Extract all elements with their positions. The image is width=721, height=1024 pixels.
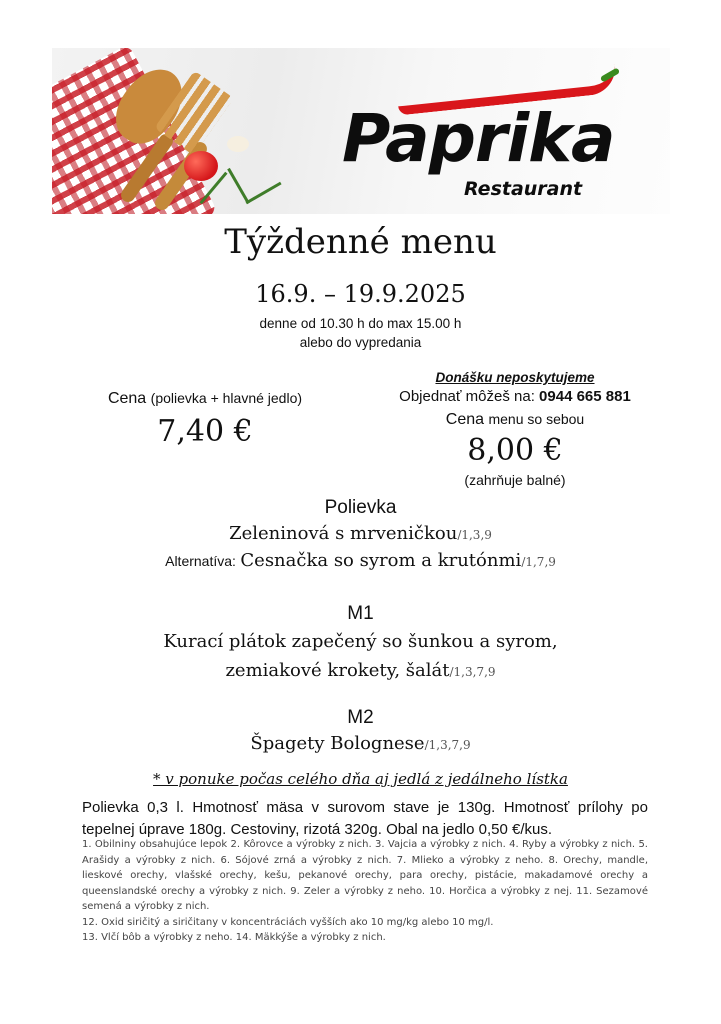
- allergen-text: 13. Vlčí bôb a výrobky z neho. 14. Mäkkýše a výrobky z nich.: [82, 932, 386, 943]
- brand-logo: Paprika: [342, 100, 615, 177]
- m1-line1: Kurací plátok zapečený so šunkou a syrom,: [163, 631, 558, 652]
- soup-name: Zeleninová s mrveničkou: [229, 523, 458, 544]
- allergen-text: 12. Oxid siričitý a siričitany v koncentráciách vyšších ako 10 mg/kg alebo 10 mg/l.: [82, 916, 494, 928]
- price-label-text: Cena: [107, 390, 147, 407]
- herb-image: [227, 168, 250, 204]
- soup-allergens: /1,3,9: [457, 528, 492, 542]
- allergen-list: [82, 837, 648, 946]
- all-day-note: * v ponuke počas celého dňa aj jedlá z jedálneho lístka: [153, 770, 568, 788]
- soup-main: [0, 523, 721, 544]
- phone-number: 0944 665 881: [539, 388, 631, 405]
- order-line: [360, 388, 670, 405]
- garlic-image: [227, 136, 249, 152]
- price-takeaway: [360, 370, 670, 488]
- soup-heading: Polievka: [324, 497, 397, 518]
- m2-heading: M2: [347, 707, 374, 728]
- m1-line2: zemiakové krokety, šalát: [225, 660, 450, 681]
- soup-alternative: [0, 550, 721, 571]
- brand-subtitle: Restaurant: [464, 178, 583, 200]
- m1-section: [0, 603, 721, 681]
- alternative-label: Alternatíva:: [165, 553, 236, 569]
- opening-hours: [0, 314, 721, 352]
- herb-image: [245, 182, 281, 205]
- alternative-soup-name: Cesnačka so syrom a krutónmi: [240, 550, 522, 571]
- takeaway-price-value: 8,00 €: [467, 433, 563, 468]
- allergen-text: 1. Obilniny obsahujúce lepok 2. Kôrovce a výrobky z nich. 3. Vajcia a výrobky z nich. 4. Ryby a výrobky z nich. 5. Arašidy a výrobky z nich. 6. Sójové zrná a výrobky z nich. 7. Mlieko a výrobky z neho. 8. Orechy, mandle, lieskové orechy, vlašské orechy, kešu, pekanové orechy, para orechy, pistácie, makadamové orechy a queenslandské orechy a výrobky z nich. 9. Zeler a výrobky z neho. 10. Horčica a výrobky z nej. 11. Sezamové semená a výrobky z nich.: [82, 839, 648, 912]
- m1-heading: M1: [347, 603, 374, 624]
- tomato-image: [184, 151, 218, 181]
- m2-name: Špagety Bolognese: [250, 733, 425, 754]
- page-title: Týždenné menu: [224, 222, 497, 262]
- m1-line2-wrap: [0, 660, 721, 681]
- price-dine-in: [50, 390, 360, 449]
- portion-info: Polievka 0,3 l. Hmotnosť mäsa v surovom stave je 130g. Hmotnosť prílohy po tepelnej úprave 180g. Cestoviny, rizotá 320g. Obal na jedlo 0,50 €/kus.: [82, 799, 648, 838]
- m2-section: [0, 707, 721, 754]
- takeaway-label-note: menu so sebou: [488, 411, 585, 427]
- m2-allergens: /1,3,7,9: [424, 738, 471, 752]
- hours-line: alebo do vypredania: [299, 335, 422, 350]
- soup-section: [0, 497, 721, 571]
- takeaway-label-text: Cena: [445, 411, 485, 428]
- hours-line: denne od 10.30 h do max 15.00 h: [259, 316, 462, 331]
- header-banner: [52, 48, 670, 214]
- price-value: 7,40 €: [157, 414, 253, 449]
- price-label-note: (polievka + hlavné jedlo): [150, 390, 303, 406]
- no-delivery-note: Donášku neposkytujeme: [435, 370, 595, 385]
- takeaway-price-label: [360, 411, 670, 429]
- packaging-note: (zahrňuje balné): [464, 472, 566, 488]
- alternative-allergens: /1,7,9: [521, 555, 556, 569]
- menu-dates: 16.9. – 19.9.2025: [255, 280, 466, 308]
- order-text: Objednať môžeš na:: [399, 388, 535, 405]
- m1-allergens: /1,3,7,9: [449, 665, 496, 679]
- m2-main: [0, 733, 721, 754]
- price-label: [50, 390, 360, 408]
